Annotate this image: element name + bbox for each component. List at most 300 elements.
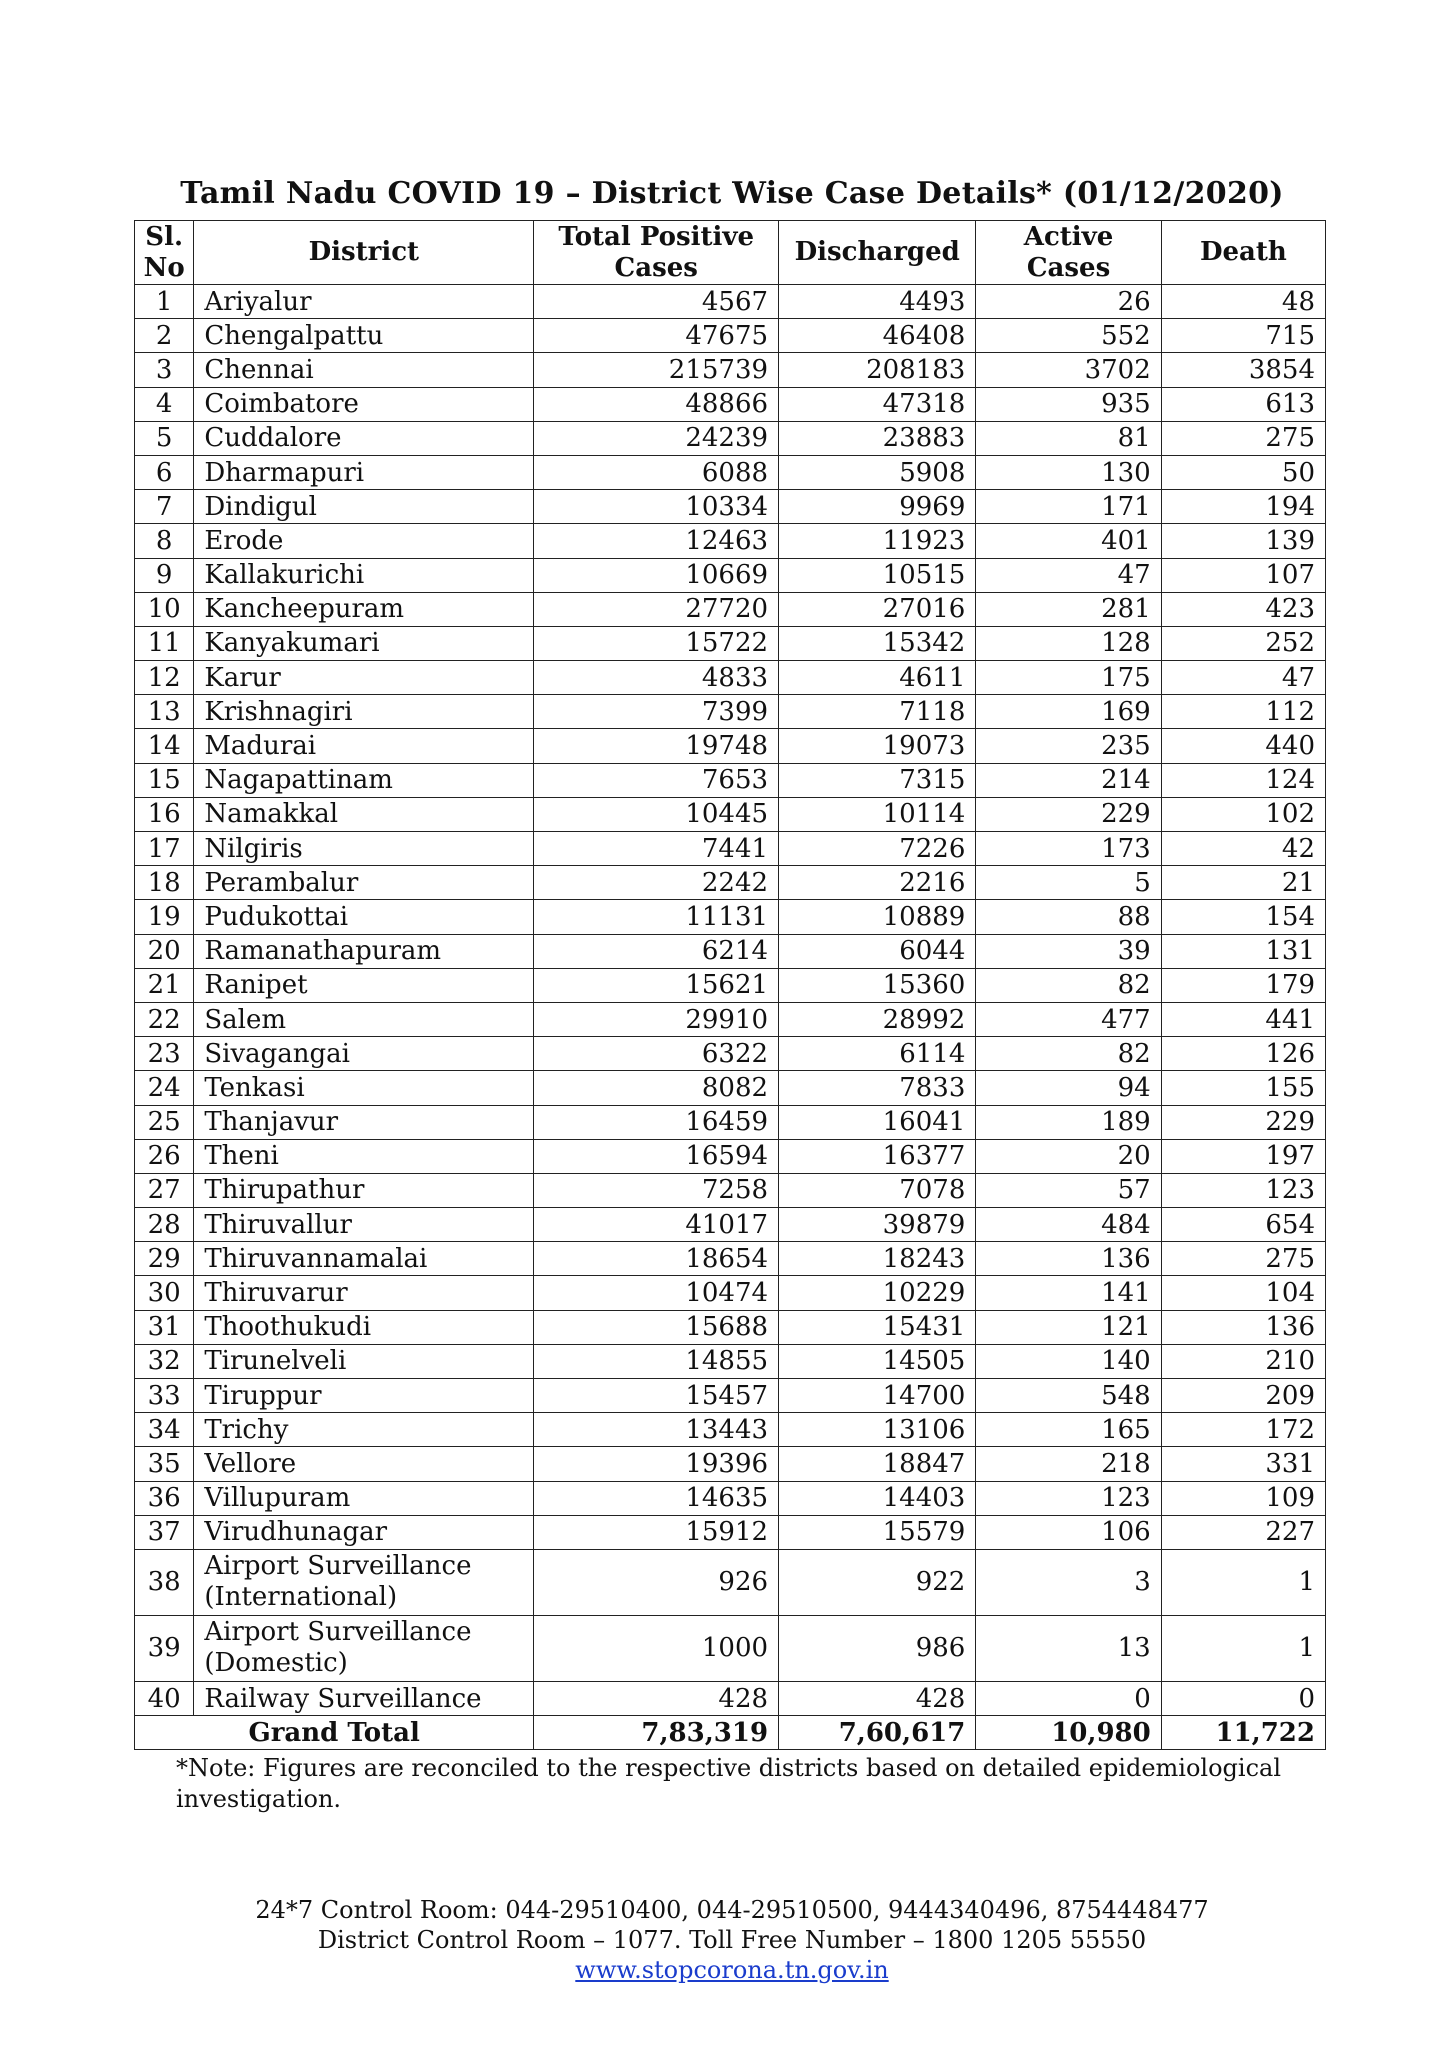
cell-discharged: 27016 [779, 592, 976, 626]
table-row [135, 968, 1326, 1002]
cell-district: Kanyakumari [194, 626, 534, 660]
cell-discharged: 13106 [779, 1413, 976, 1447]
cell-active: 57 [976, 1173, 1161, 1207]
cell-sl-no: 14 [135, 729, 194, 763]
cell-active: 123 [976, 1481, 1161, 1515]
header-total-line2: Cases [614, 252, 698, 283]
cell-sl-no: 16 [135, 797, 194, 831]
table-row [135, 1615, 1326, 1681]
cell-death: 441 [1161, 1002, 1325, 1036]
cell-death: 47 [1161, 661, 1325, 695]
cell-discharged: 10114 [779, 797, 976, 831]
cell-total-positive: 8082 [534, 1071, 779, 1105]
cell-active: 94 [976, 1071, 1161, 1105]
cell-district-line2: (Domestic) [204, 1648, 348, 1679]
grand-total-death: 11,722 [1161, 1716, 1325, 1750]
cell-discharged: 10515 [779, 558, 976, 592]
cell-sl-no: 1 [135, 285, 194, 319]
cell-active: 20 [976, 1139, 1161, 1173]
cell-discharged: 10229 [779, 1276, 976, 1310]
cell-total-positive: 6322 [534, 1037, 779, 1071]
header-sl-no [135, 221, 194, 285]
cell-total-positive: 16594 [534, 1139, 779, 1173]
table-row [135, 387, 1326, 421]
cell-total-positive: 6088 [534, 455, 779, 489]
cell-discharged: 19073 [779, 729, 976, 763]
cell-district: Thiruvallur [194, 1208, 534, 1242]
cell-district: Erode [194, 524, 534, 558]
table-row [135, 1276, 1326, 1310]
cell-death: 109 [1161, 1481, 1325, 1515]
header-discharged: Discharged [779, 221, 976, 285]
cell-death: 423 [1161, 592, 1325, 626]
cell-total-positive: 24239 [534, 421, 779, 455]
cell-discharged: 2216 [779, 866, 976, 900]
cell-death: 3854 [1161, 353, 1325, 387]
cell-death: 139 [1161, 524, 1325, 558]
header-sl-line1: Sl. [145, 221, 184, 252]
cell-sl-no: 33 [135, 1379, 194, 1413]
header-total-line1: Total Positive [558, 221, 755, 252]
cell-discharged: 7315 [779, 763, 976, 797]
cell-total-positive: 19396 [534, 1447, 779, 1481]
cell-sl-no: 25 [135, 1105, 194, 1139]
cell-discharged: 14403 [779, 1481, 976, 1515]
cell-death: 252 [1161, 626, 1325, 660]
header-total-positive [534, 221, 779, 285]
cell-sl-no: 9 [135, 558, 194, 592]
cell-sl-no: 29 [135, 1242, 194, 1276]
cell-district: Vellore [194, 1447, 534, 1481]
cell-death: 42 [1161, 832, 1325, 866]
cell-total-positive: 7258 [534, 1173, 779, 1207]
cell-death: 136 [1161, 1310, 1325, 1344]
cell-sl-no: 26 [135, 1139, 194, 1173]
cell-district: Kallakurichi [194, 558, 534, 592]
cell-district: Thiruvarur [194, 1276, 534, 1310]
cell-discharged: 6044 [779, 934, 976, 968]
table-row [135, 1549, 1326, 1615]
cell-total-positive: 14855 [534, 1344, 779, 1378]
cell-active: 548 [976, 1379, 1161, 1413]
cell-death: 194 [1161, 490, 1325, 524]
cell-district: Trichy [194, 1413, 534, 1447]
cell-active: 484 [976, 1208, 1161, 1242]
cell-district: Railway Surveillance [194, 1681, 534, 1715]
cell-death: 155 [1161, 1071, 1325, 1105]
cell-district: Ariyalur [194, 285, 534, 319]
cell-total-positive: 4567 [534, 285, 779, 319]
header-district: District [194, 221, 534, 285]
cell-death: 50 [1161, 455, 1325, 489]
cell-district: Chengalpattu [194, 319, 534, 353]
cell-death: 112 [1161, 695, 1325, 729]
cell-sl-no: 15 [135, 763, 194, 797]
cell-death: 654 [1161, 1208, 1325, 1242]
cell-total-positive: 29910 [534, 1002, 779, 1036]
cell-active: 82 [976, 968, 1161, 1002]
cell-active: 5 [976, 866, 1161, 900]
contact-footer [132, 1895, 1332, 1985]
table-row [135, 421, 1326, 455]
cell-district-line1: Airport Surveillance [204, 1617, 472, 1648]
cell-district: Ranipet [194, 968, 534, 1002]
cell-death: 275 [1161, 421, 1325, 455]
cell-active: 552 [976, 319, 1161, 353]
cell-district: Ramanathapuram [194, 934, 534, 968]
cell-sl-no: 34 [135, 1413, 194, 1447]
table-row [135, 832, 1326, 866]
cell-sl-no: 8 [135, 524, 194, 558]
cell-discharged: 15431 [779, 1310, 976, 1344]
cell-district: Villupuram [194, 1481, 534, 1515]
cell-district: Thanjavur [194, 1105, 534, 1139]
cell-death: 197 [1161, 1139, 1325, 1173]
cell-sl-no: 19 [135, 900, 194, 934]
cell-district: Cuddalore [194, 421, 534, 455]
table-row [135, 1208, 1326, 1242]
cell-active: 88 [976, 900, 1161, 934]
cell-discharged: 14700 [779, 1379, 976, 1413]
cell-district-line2: (International) [204, 1582, 398, 1613]
cell-active: 121 [976, 1310, 1161, 1344]
cell-death: 227 [1161, 1515, 1325, 1549]
cell-discharged: 6114 [779, 1037, 976, 1071]
cell-total-positive: 2242 [534, 866, 779, 900]
table-row [135, 1173, 1326, 1207]
cell-sl-no: 28 [135, 1208, 194, 1242]
cell-discharged: 7833 [779, 1071, 976, 1105]
table-row [135, 285, 1326, 319]
cell-total-positive: 11131 [534, 900, 779, 934]
cell-district: Kancheepuram [194, 592, 534, 626]
header-active-line1: Active [1023, 221, 1114, 252]
cell-active: 401 [976, 524, 1161, 558]
table-row [135, 866, 1326, 900]
cell-total-positive: 15457 [534, 1379, 779, 1413]
cell-total-positive: 19748 [534, 729, 779, 763]
cell-sl-no: 39 [135, 1615, 194, 1681]
cell-total-positive: 15621 [534, 968, 779, 1002]
cell-discharged: 11923 [779, 524, 976, 558]
table-row [135, 1037, 1326, 1071]
cell-active: 214 [976, 763, 1161, 797]
cell-district [194, 1615, 534, 1681]
cell-death: 0 [1161, 1681, 1325, 1715]
table-row [135, 1002, 1326, 1036]
cell-death: 1 [1161, 1549, 1325, 1615]
cell-discharged: 18847 [779, 1447, 976, 1481]
cell-sl-no: 27 [135, 1173, 194, 1207]
cell-sl-no: 5 [135, 421, 194, 455]
cell-death: 715 [1161, 319, 1325, 353]
cell-active: 935 [976, 387, 1161, 421]
table-row [135, 1071, 1326, 1105]
cell-sl-no: 4 [135, 387, 194, 421]
cell-total-positive: 7653 [534, 763, 779, 797]
cell-death: 131 [1161, 934, 1325, 968]
cell-district [194, 1549, 534, 1615]
cell-district: Thoothukudi [194, 1310, 534, 1344]
cell-death: 1 [1161, 1615, 1325, 1681]
cell-total-positive: 428 [534, 1681, 779, 1715]
cell-total-positive: 1000 [534, 1615, 779, 1681]
cell-district: Tiruppur [194, 1379, 534, 1413]
table-row [135, 1344, 1326, 1378]
cell-active: 281 [976, 592, 1161, 626]
cell-active: 26 [976, 285, 1161, 319]
cell-discharged: 28992 [779, 1002, 976, 1036]
cell-discharged: 5908 [779, 455, 976, 489]
cell-total-positive: 27720 [534, 592, 779, 626]
table-body [135, 285, 1326, 1716]
cell-death: 102 [1161, 797, 1325, 831]
cell-district: Karur [194, 661, 534, 695]
control-room-line: 24*7 Control Room: 044-29510400, 044-29510500, 9444340496, 8754448477 [255, 1896, 1209, 1924]
cell-sl-no: 37 [135, 1515, 194, 1549]
cell-discharged: 46408 [779, 319, 976, 353]
cell-sl-no: 12 [135, 661, 194, 695]
cell-district: Dindigul [194, 490, 534, 524]
cell-active: 39 [976, 934, 1161, 968]
table-row [135, 934, 1326, 968]
cell-discharged: 15342 [779, 626, 976, 660]
cell-sl-no: 22 [135, 1002, 194, 1036]
table-row [135, 1447, 1326, 1481]
cell-sl-no: 6 [135, 455, 194, 489]
cell-district: Madurai [194, 729, 534, 763]
header-sl-line2: No [143, 252, 185, 283]
cell-sl-no: 23 [135, 1037, 194, 1071]
cell-death: 275 [1161, 1242, 1325, 1276]
cell-total-positive: 10669 [534, 558, 779, 592]
cell-sl-no: 36 [135, 1481, 194, 1515]
cell-district: Coimbatore [194, 387, 534, 421]
cell-district: Krishnagiri [194, 695, 534, 729]
cell-total-positive: 7399 [534, 695, 779, 729]
cell-total-positive: 10334 [534, 490, 779, 524]
website-link[interactable]: www.stopcorona.tn.gov.in [575, 1956, 889, 1984]
cell-active: 136 [976, 1242, 1161, 1276]
cell-total-positive: 47675 [534, 319, 779, 353]
cell-death: 210 [1161, 1344, 1325, 1378]
cell-active: 171 [976, 490, 1161, 524]
table-row [135, 1413, 1326, 1447]
cell-death: 107 [1161, 558, 1325, 592]
cell-sl-no: 2 [135, 319, 194, 353]
cell-active: 130 [976, 455, 1161, 489]
cell-discharged: 18243 [779, 1242, 976, 1276]
cell-sl-no: 30 [135, 1276, 194, 1310]
table-row [135, 455, 1326, 489]
cell-death: 154 [1161, 900, 1325, 934]
cell-sl-no: 24 [135, 1071, 194, 1105]
table-row [135, 695, 1326, 729]
cell-total-positive: 41017 [534, 1208, 779, 1242]
table-row [135, 1310, 1326, 1344]
cell-active: 13 [976, 1615, 1161, 1681]
cell-discharged: 7078 [779, 1173, 976, 1207]
cell-total-positive: 15912 [534, 1515, 779, 1549]
cell-total-positive: 10474 [534, 1276, 779, 1310]
cell-active: 169 [976, 695, 1161, 729]
cell-district: Sivagangai [194, 1037, 534, 1071]
cell-active: 218 [976, 1447, 1161, 1481]
cell-sl-no: 32 [135, 1344, 194, 1378]
cell-death: 104 [1161, 1276, 1325, 1310]
cell-death: 123 [1161, 1173, 1325, 1207]
cell-district: Thiruvannamalai [194, 1242, 534, 1276]
cell-district: Theni [194, 1139, 534, 1173]
cell-sl-no: 21 [135, 968, 194, 1002]
table-row [135, 729, 1326, 763]
cell-total-positive: 16459 [534, 1105, 779, 1139]
district-control-line: District Control Room – 1077. Toll Free Number – 1800 1205 55550 [317, 1926, 1147, 1954]
cell-discharged: 4611 [779, 661, 976, 695]
table-row [135, 661, 1326, 695]
cell-active: 47 [976, 558, 1161, 592]
cell-total-positive: 15688 [534, 1310, 779, 1344]
cell-sl-no: 17 [135, 832, 194, 866]
cell-total-positive: 48866 [534, 387, 779, 421]
cell-district: Virudhunagar [194, 1515, 534, 1549]
cell-death: 126 [1161, 1037, 1325, 1071]
table-row [135, 490, 1326, 524]
cell-discharged: 922 [779, 1549, 976, 1615]
cell-active: 0 [976, 1681, 1161, 1715]
cell-discharged: 10889 [779, 900, 976, 934]
header-active-line2: Cases [1026, 252, 1111, 283]
cell-total-positive: 18654 [534, 1242, 779, 1276]
grand-total-row [135, 1716, 1326, 1750]
cell-death: 48 [1161, 285, 1325, 319]
cell-district: Tenkasi [194, 1071, 534, 1105]
cell-active: 128 [976, 626, 1161, 660]
table-row [135, 626, 1326, 660]
cell-sl-no: 40 [135, 1681, 194, 1715]
table-row [135, 1242, 1326, 1276]
cell-death: 21 [1161, 866, 1325, 900]
cell-death: 613 [1161, 387, 1325, 421]
cell-sl-no: 31 [135, 1310, 194, 1344]
cell-active: 106 [976, 1515, 1161, 1549]
table-row [135, 524, 1326, 558]
grand-total-active: 10,980 [976, 1716, 1161, 1750]
cell-death: 209 [1161, 1379, 1325, 1413]
footnote: *Note: Figures are reconciled to the respective districts based on detailed epidemiological investigation. [176, 1754, 1282, 1813]
cell-total-positive: 4833 [534, 661, 779, 695]
table-row [135, 900, 1326, 934]
cell-death: 124 [1161, 763, 1325, 797]
grand-total-positive: 7,83,319 [534, 1716, 779, 1750]
table-row [135, 1379, 1326, 1413]
cell-sl-no: 7 [135, 490, 194, 524]
table-row [135, 319, 1326, 353]
cell-discharged: 16041 [779, 1105, 976, 1139]
cell-discharged: 986 [779, 1615, 976, 1681]
cell-active: 175 [976, 661, 1161, 695]
cell-active: 189 [976, 1105, 1161, 1139]
cell-district: Dharmapuri [194, 455, 534, 489]
cell-death: 440 [1161, 729, 1325, 763]
cell-discharged: 23883 [779, 421, 976, 455]
cell-district: Perambalur [194, 866, 534, 900]
cell-active: 140 [976, 1344, 1161, 1378]
cell-discharged: 39879 [779, 1208, 976, 1242]
cell-death: 172 [1161, 1413, 1325, 1447]
table-row [135, 1105, 1326, 1139]
cell-discharged: 7118 [779, 695, 976, 729]
grand-total-discharged: 7,60,617 [779, 1716, 976, 1750]
cell-active: 82 [976, 1037, 1161, 1071]
table-header-row [135, 221, 1326, 285]
table-row [135, 592, 1326, 626]
header-death: Death [1161, 221, 1325, 285]
cell-sl-no: 35 [135, 1447, 194, 1481]
cell-active: 173 [976, 832, 1161, 866]
page-title: Tamil Nadu COVID 19 – District Wise Case Details* (01/12/2020) [180, 176, 1284, 211]
cell-total-positive: 12463 [534, 524, 779, 558]
cell-sl-no: 38 [135, 1549, 194, 1615]
cell-total-positive: 7441 [534, 832, 779, 866]
cell-district: Tirunelveli [194, 1344, 534, 1378]
cell-active: 229 [976, 797, 1161, 831]
cell-discharged: 16377 [779, 1139, 976, 1173]
cell-district: Nagapattinam [194, 763, 534, 797]
cell-total-positive: 926 [534, 1549, 779, 1615]
cell-discharged: 15579 [779, 1515, 976, 1549]
cell-district: Salem [194, 1002, 534, 1036]
cell-total-positive: 15722 [534, 626, 779, 660]
cell-total-positive: 13443 [534, 1413, 779, 1447]
grand-total-label: Grand Total [135, 1716, 534, 1750]
cell-district: Chennai [194, 353, 534, 387]
cell-discharged: 428 [779, 1681, 976, 1715]
cell-district: Namakkal [194, 797, 534, 831]
cell-total-positive: 10445 [534, 797, 779, 831]
district-case-table [134, 220, 1326, 1750]
cell-death: 229 [1161, 1105, 1325, 1139]
cell-discharged: 7226 [779, 832, 976, 866]
header-active-cases [976, 221, 1161, 285]
cell-discharged: 47318 [779, 387, 976, 421]
table-row [135, 1681, 1326, 1715]
cell-total-positive: 6214 [534, 934, 779, 968]
cell-active: 3 [976, 1549, 1161, 1615]
cell-discharged: 15360 [779, 968, 976, 1002]
cell-sl-no: 10 [135, 592, 194, 626]
cell-sl-no: 11 [135, 626, 194, 660]
cell-death: 331 [1161, 1447, 1325, 1481]
cell-sl-no: 13 [135, 695, 194, 729]
table-row [135, 763, 1326, 797]
table-row [135, 1481, 1326, 1515]
cell-total-positive: 215739 [534, 353, 779, 387]
cell-sl-no: 18 [135, 866, 194, 900]
cell-sl-no: 3 [135, 353, 194, 387]
cell-active: 3702 [976, 353, 1161, 387]
cell-sl-no: 20 [135, 934, 194, 968]
cell-active: 165 [976, 1413, 1161, 1447]
table-row [135, 1515, 1326, 1549]
cell-discharged: 14505 [779, 1344, 976, 1378]
cell-discharged: 4493 [779, 285, 976, 319]
cell-district-line1: Airport Surveillance [204, 1551, 472, 1582]
table-row [135, 353, 1326, 387]
cell-total-positive: 14635 [534, 1481, 779, 1515]
cell-active: 141 [976, 1276, 1161, 1310]
cell-district: Pudukottai [194, 900, 534, 934]
